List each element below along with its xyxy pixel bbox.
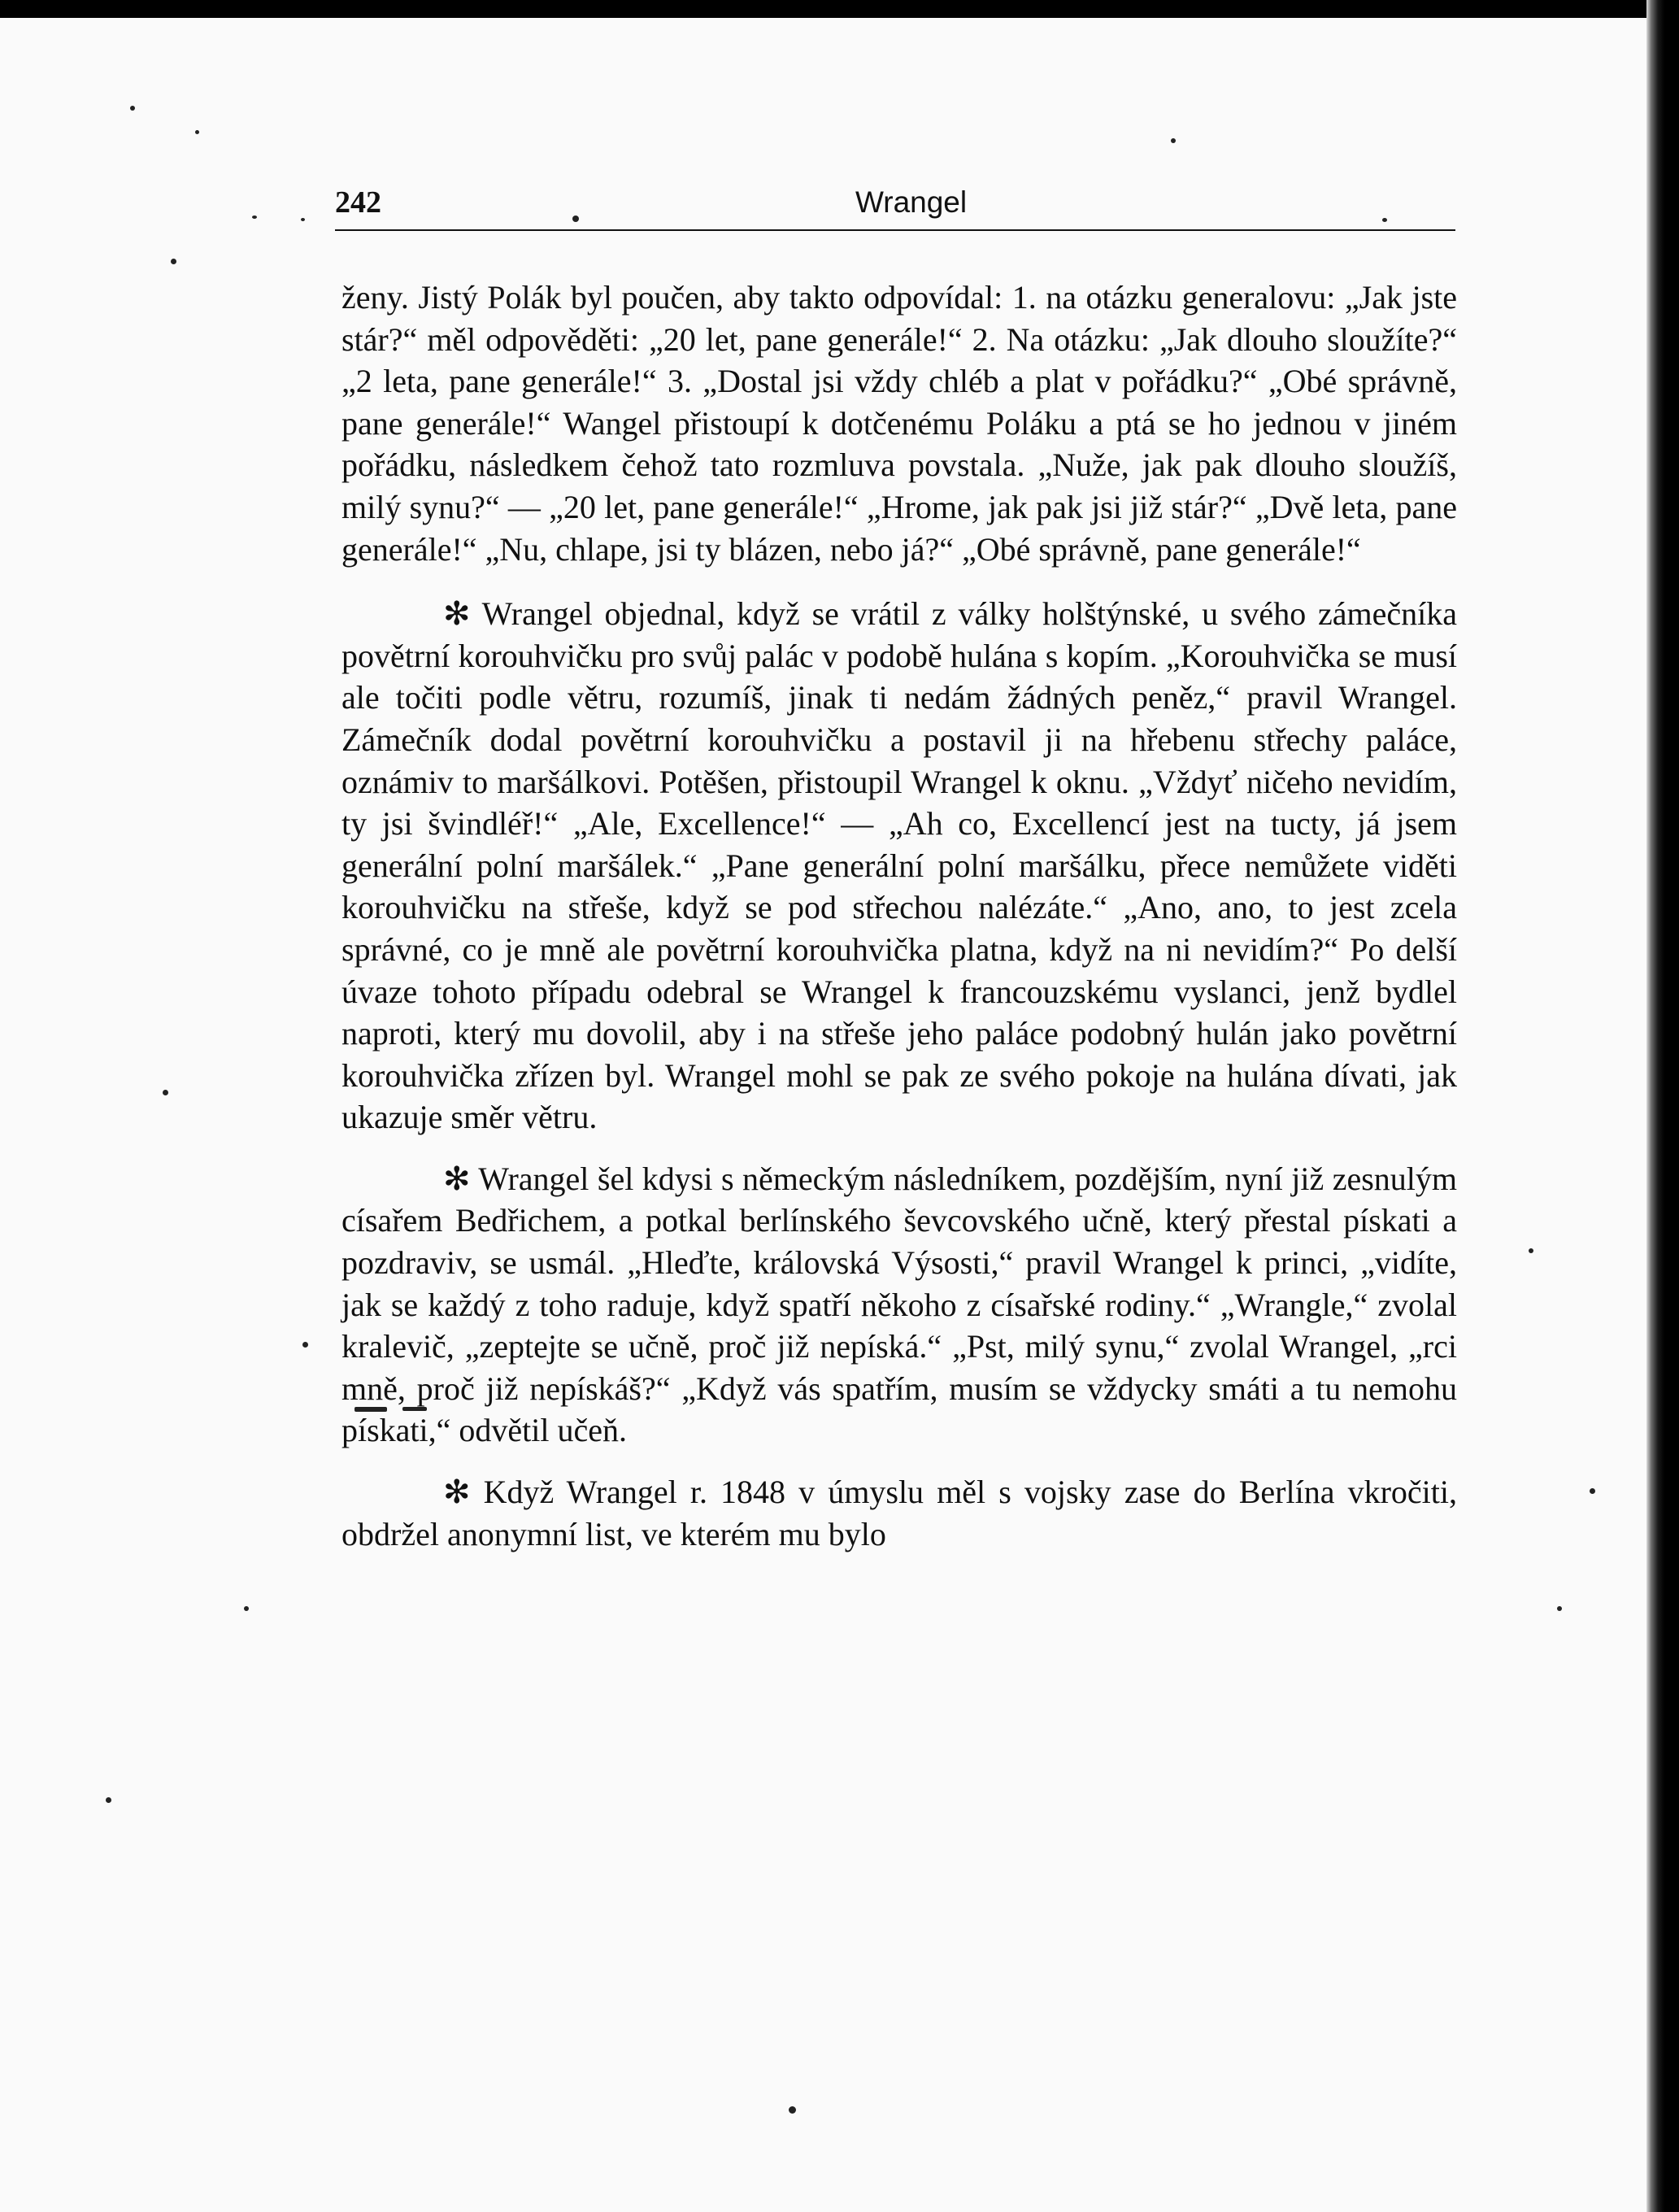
scan-speck [106,1797,111,1803]
running-title: Wrangel [855,185,968,219]
scan-speck [244,1606,249,1611]
scan-speck [130,106,135,111]
paragraph-berlin: ✻ Když Wrangel r. 1848 v úmyslu měl s vojsky zase do Berlína vkročiti, obdržel anonymní list, ve kterém mu bylo [341,1474,1457,1552]
running-head [335,181,1455,231]
scan-speck [1171,138,1176,143]
scan-speck [301,218,305,221]
scan-border-right [1646,0,1679,2212]
scan-speck [789,2106,796,2114]
scan-border-top [0,0,1679,18]
scan-speck [302,1342,308,1348]
scan-speck [195,130,199,134]
scan-speck [1590,1488,1595,1494]
scan-speck [572,216,579,222]
paragraph-apprentice: ✻ Wrangel šel kdysi s německým následníkem, pozdějším, nyní již zesnulým císařem Bedřichem, a potkal berlínského ševcovského učně, který přestal pískati a pozdraviv, se usmál. „Hleďte, královská Výsosti,“ pravil Wrangel k princi, „vidíte, jak se každý z toho raduje, když spatří někoho z císařské rodiny.“ „Wrangle,“ zvolal kralevič, „zeptejte se učně, proč již nepíská.“ „Pst, milý synu,“ zvolal Wrangel, „rci mně, proč již nepískáš?“ „Když vás spatřím, musím se vždycky smáti a tu nemohu pískati,“ odvětil učeň. [341,1160,1457,1449]
scan-speck [163,1090,168,1095]
scan-speck [1382,218,1387,222]
scan-speck [252,216,257,219]
scan-speck [402,1407,427,1411]
body-text [341,276,1457,1555]
scan-speck [1557,1606,1562,1611]
scan-speck [355,1407,387,1412]
paragraph-weathervane: ✻ Wrangel objednal, když se vrátil z války holštýnské, u svého zámečníka povětrní korouhvičku pro svůj palác v podobě hulána s kopím. „Korouhvička se musí ale točiti podle větru, rozumíš, jinak ti nedám žádných peněz,“ pravil Wrangel. Zámečník dodal povětrní korouhvičku a postavil ji na hřebenu střechy paláce, oznámiv to maršálkovi. Potěšen, přistoupil Wrangel k oknu. „Vždyť ničeho nevidím, ty jsi švindléř!“ „Ale, Excellence!“ — „Ah co, Excellencí jest na tucty, já jsem generální polní maršálek.“ „Pane generální polní maršálku, přece nemůžete viděti korouhvičku na střeše, když se pod střechou nalézáte.“ „Ano, ano, to jest zcela správné, co je mně ale povětrní korouhvička platna, když na ni nevidím?“ Po delší úvaze tohoto případu odebral se Wrangel k francouzskému vyslanci, jenž bydlel naproti, který mu dovolil, aby i na střeše jeho paláce podobný hulán jako povětrní korouhvička zřízen byl. Wrangel mohl se pak ze svého pokoje na hulána dívati, jak ukazuje směr větru. [341,595,1457,1136]
scan-speck [171,259,176,264]
paragraph-polak: ženy. Jistý Polák byl poučen, aby takto odpovídal: 1. na otázku generalovu: „Jak jste stár?“ měl odpověděti: „20 let, pane generále!“ 2. Na otázku: „Jak dlouho sloužíte?“ „2 leta, pane generále!“ 3. „Dostal jsi vždy chléb a plat v pořádku?“ „Obé správně, pane generále!“ Wangel přistoupí k dotčenému Poláku a ptá se ho jednou v jiném pořádku, následkem čehož tato rozmluva povstala. „Nuže, jak pak dlouho sloužíš, milý synu?“ — „20 let, pane generále!“ „Hrome, jak pak jsi již stár?“ „Dvě leta, pane generále!“ „Nu, chlape, jsi ty blázen, nebo já?“ „Obé správně, pane generále!“ [341,279,1457,568]
scan-speck [1529,1248,1533,1253]
page-number: 242 [335,185,381,220]
